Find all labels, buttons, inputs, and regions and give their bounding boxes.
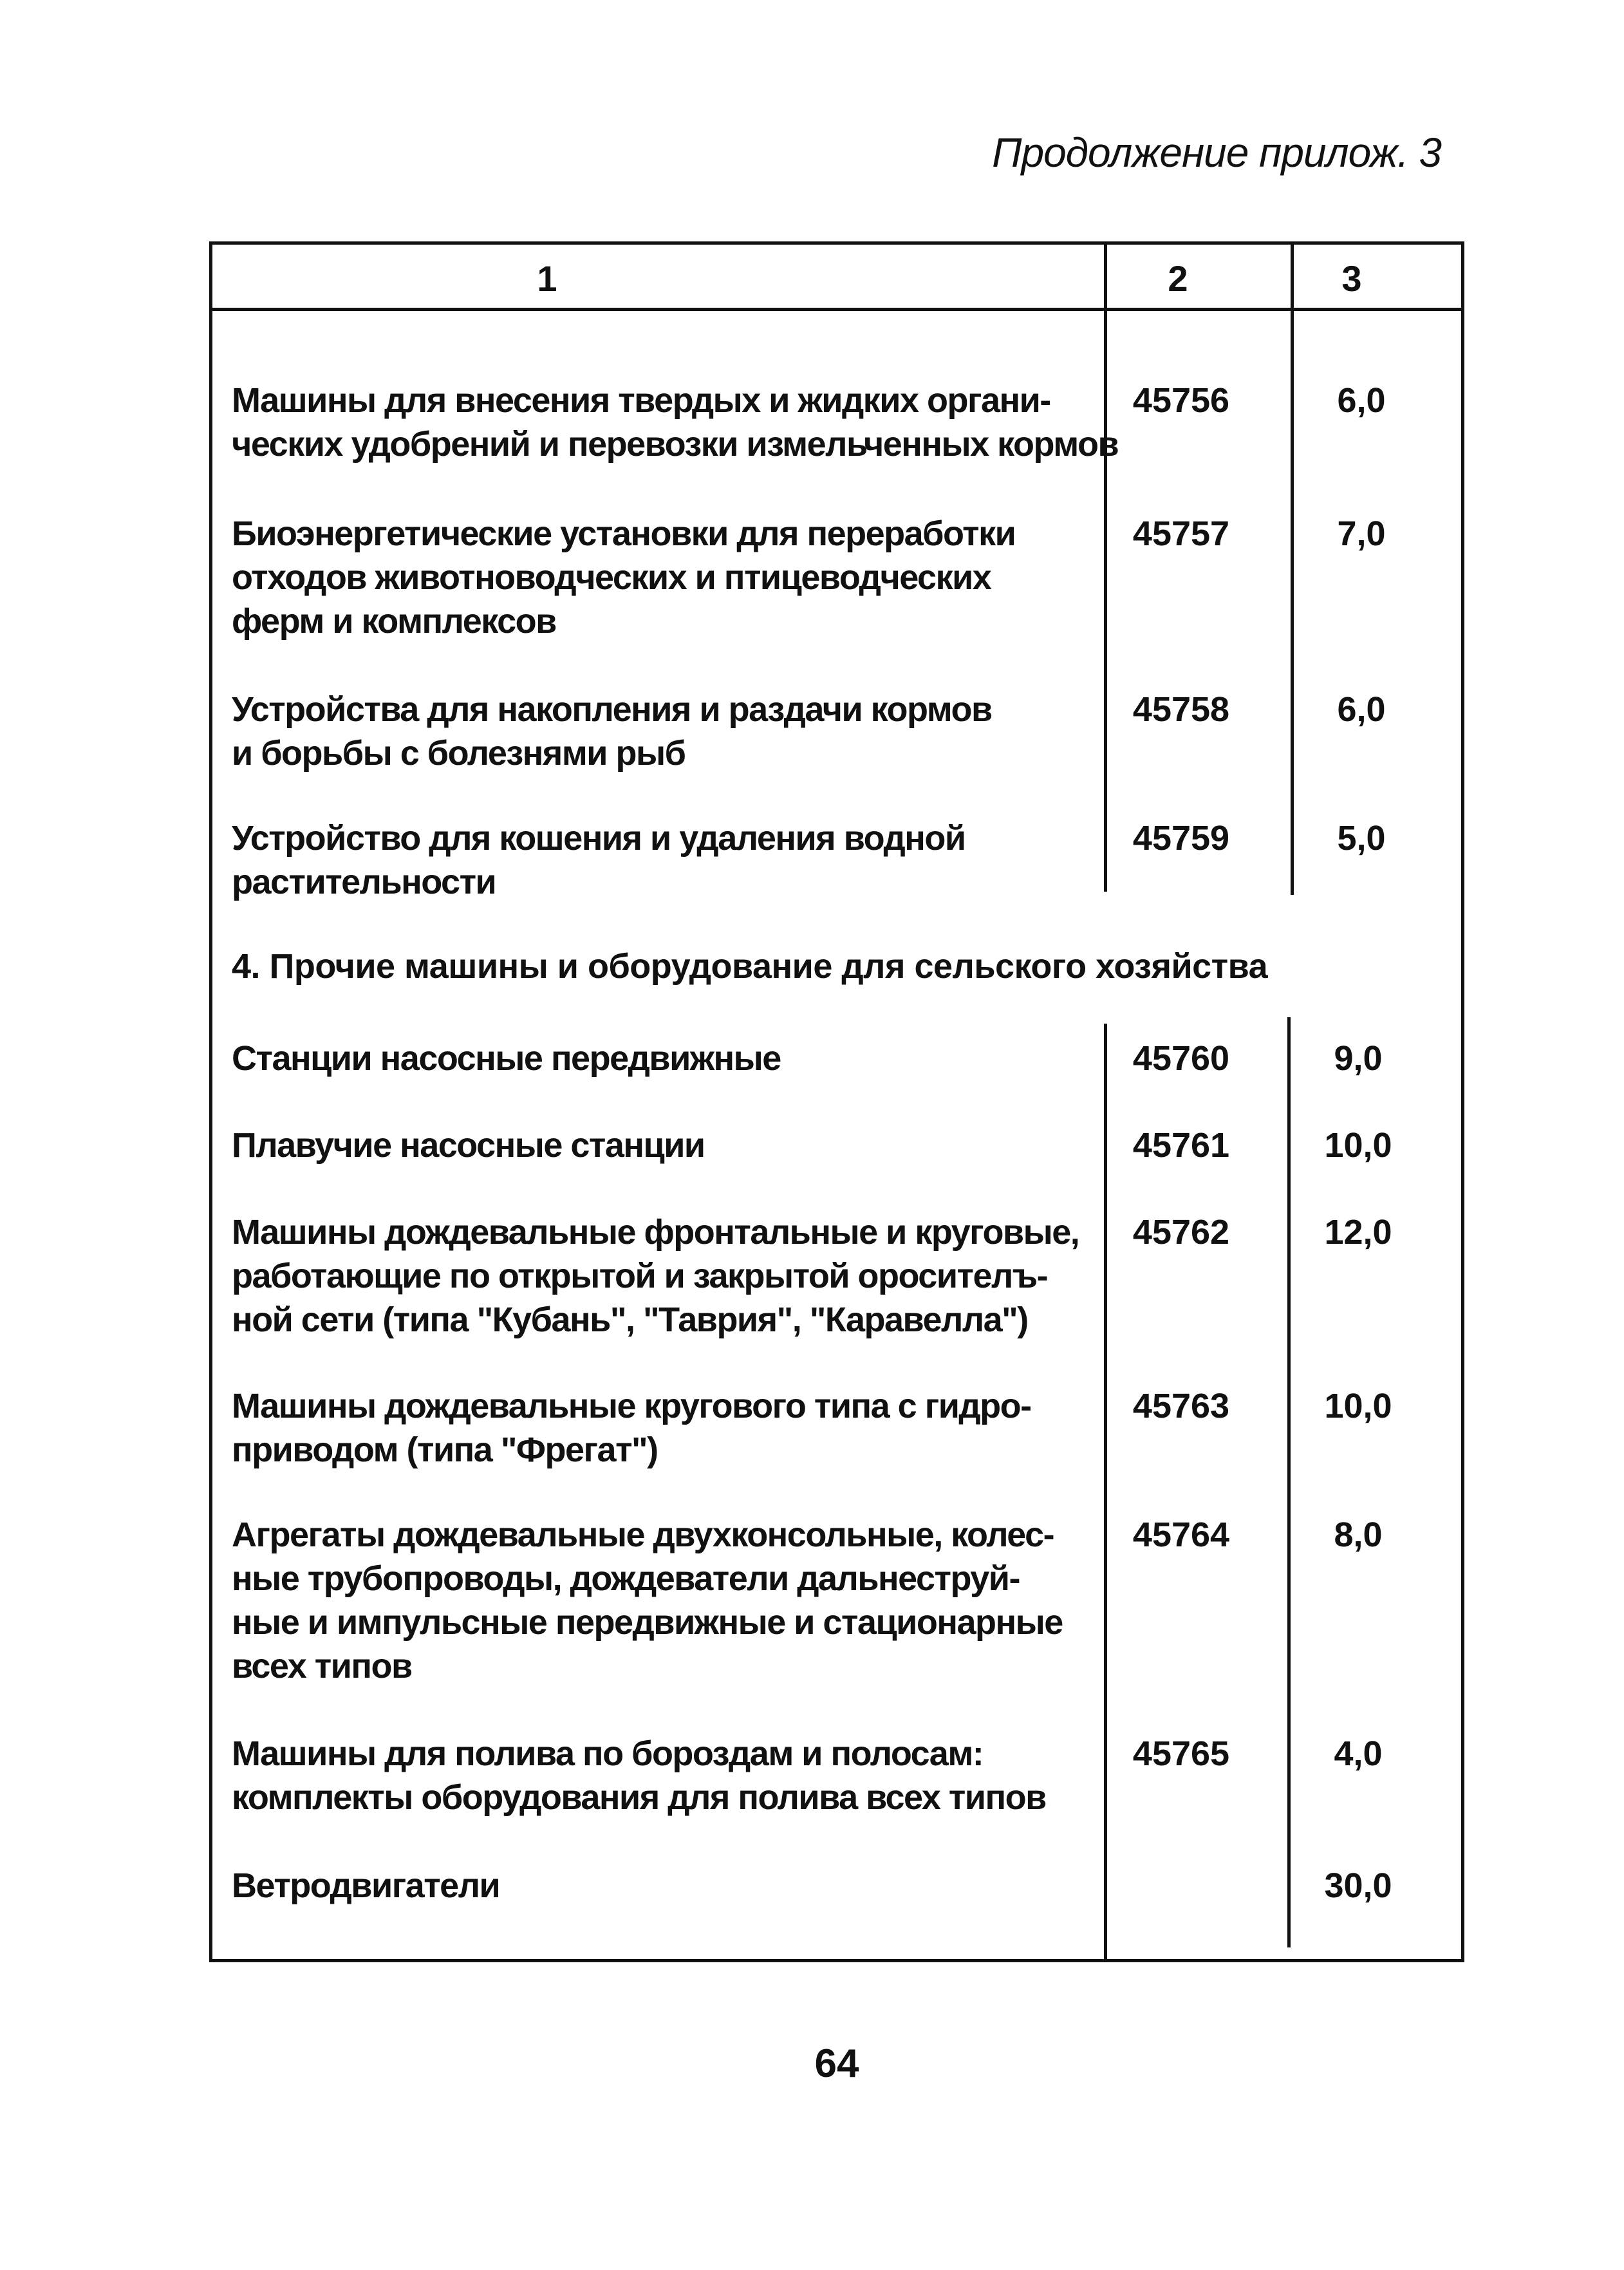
row-name: Машины для полива по бороздам и полосам: комплекты оборудования для полива всех типов bbox=[232, 1734, 1046, 1817]
row-rate: 6,0 bbox=[1337, 690, 1386, 729]
section-title: 4. Прочие машины и оборудование для сельского хозяйства bbox=[232, 947, 1268, 986]
row-code: 45762 bbox=[1132, 1213, 1230, 1252]
row-rate: 5,0 bbox=[1337, 819, 1386, 858]
row-code: 45765 bbox=[1132, 1734, 1230, 1773]
row-rate: 4,0 bbox=[1334, 1734, 1383, 1773]
row-name: Машины для внесения твердых и жидких органи- ческих удобрений и перевозки измельченных кормов bbox=[232, 381, 1119, 464]
row-rate: 10,0 bbox=[1324, 1387, 1392, 1425]
row-name: Машины дождевальные кругового типа с гидро- приводом (типа "Фрегат") bbox=[232, 1387, 1031, 1469]
page-number: 64 bbox=[814, 2041, 859, 2086]
header-divider bbox=[209, 308, 1464, 311]
row-rate: 7,0 bbox=[1337, 514, 1386, 553]
row-name: Устройства для накопления и раздачи кормов и борьбы с болезнями рыб bbox=[232, 690, 992, 773]
row-code: 45759 bbox=[1132, 819, 1230, 858]
row-name: Станции насосные передвижные bbox=[232, 1039, 781, 1078]
row-code: 45764 bbox=[1132, 1515, 1230, 1554]
row-name: Биоэнергетические установки для переработки отходов животноводческих и птицеводческих ферм и комплексов bbox=[232, 514, 1016, 641]
col-divider-2-upper bbox=[1104, 241, 1107, 892]
row-name: Плавучие насосные станции bbox=[232, 1126, 705, 1165]
row-code: 45757 bbox=[1132, 514, 1230, 553]
row-rate: 8,0 bbox=[1334, 1515, 1383, 1554]
col-divider-2-lower bbox=[1104, 1024, 1107, 1960]
row-name: Машины дождевальные фронтальные и круговые, работающие по открытой и закрытой оросителъ- ной сети (типа "Кубань", "Таврия", "Каравелла") bbox=[232, 1213, 1079, 1339]
row-rate: 6,0 bbox=[1337, 381, 1386, 420]
col-header-3: 3 bbox=[1341, 258, 1362, 299]
row-rate: 12,0 bbox=[1324, 1213, 1392, 1252]
row-code: 45756 bbox=[1132, 381, 1230, 420]
continuation-note: Продолжение прилож. 3 bbox=[992, 129, 1441, 176]
row-rate: 9,0 bbox=[1334, 1039, 1383, 1078]
table-frame bbox=[209, 241, 1464, 1962]
row-rate: 10,0 bbox=[1324, 1126, 1392, 1165]
row-rate: 30,0 bbox=[1324, 1866, 1392, 1905]
col-header-1: 1 bbox=[537, 258, 557, 299]
col-divider-3-lower bbox=[1287, 1017, 1291, 1947]
row-name: Агрегаты дождевальные двухконсольные, колес- ные трубопроводы, дождеватели дальнеструй- ные и импульсные передвижные и стационарные всех типов bbox=[232, 1515, 1063, 1685]
row-name: Ветродвигатели bbox=[232, 1866, 500, 1905]
col-header-2: 2 bbox=[1168, 258, 1188, 299]
col-divider-3-upper bbox=[1291, 241, 1294, 895]
row-code: 45760 bbox=[1132, 1039, 1230, 1078]
row-name: Устройство для кошения и удаления водной растительности bbox=[232, 819, 966, 901]
row-code: 45761 bbox=[1132, 1126, 1230, 1165]
row-code: 45758 bbox=[1132, 690, 1230, 729]
row-code: 45763 bbox=[1132, 1387, 1230, 1425]
